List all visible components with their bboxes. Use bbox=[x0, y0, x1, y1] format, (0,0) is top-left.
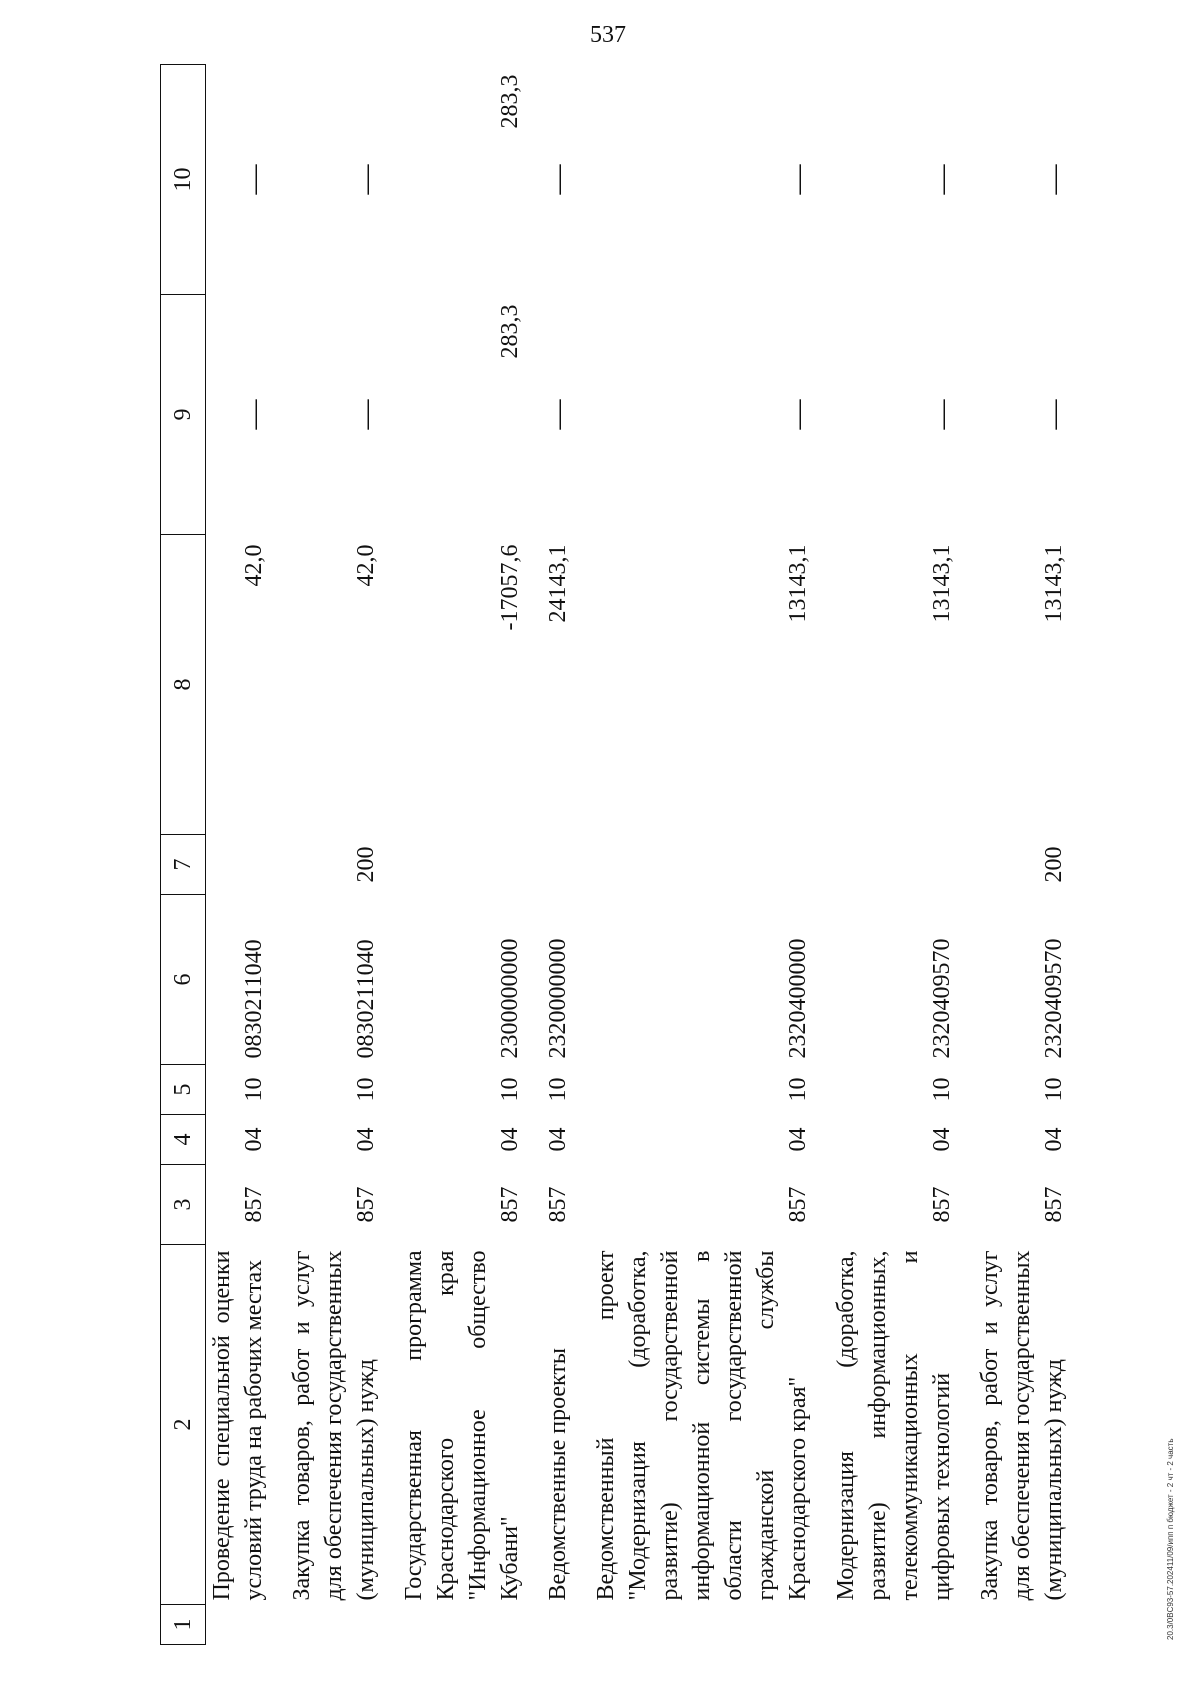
row-sum: 13143,1 bbox=[1041, 544, 1067, 623]
row-col10: — bbox=[781, 164, 814, 195]
row-pr: 10 bbox=[241, 1077, 267, 1102]
row-csr: 2320000000 bbox=[545, 938, 571, 1059]
row-csr: 2300000000 bbox=[497, 938, 523, 1059]
row-csr: 2320409570 bbox=[929, 938, 955, 1059]
row-sum: -17057,6 bbox=[497, 544, 523, 631]
row-name: Ведомственный проект "Модернизация (доработка, развитие) государственной информационной системы в области государственной гражданской службы Краснодарского края" bbox=[593, 1250, 811, 1601]
column-header-8: 8 bbox=[161, 535, 206, 835]
row-vr bbox=[396, 835, 540, 895]
row-csr: 0830211040 bbox=[241, 939, 267, 1059]
column-header-7: 7 bbox=[161, 835, 206, 895]
row-sum: 24143,1 bbox=[545, 544, 571, 623]
row-pr: 10 bbox=[353, 1077, 379, 1102]
spacer-cell bbox=[206, 1605, 285, 1645]
row-col9: — bbox=[1037, 399, 1070, 430]
row-vr bbox=[540, 835, 588, 895]
row-col9: — bbox=[925, 399, 958, 430]
row-col10: — bbox=[541, 164, 574, 195]
row-ved: 857 bbox=[497, 1186, 523, 1223]
column-header-1: 1 bbox=[161, 1605, 206, 1645]
row-rz: 04 bbox=[785, 1127, 811, 1152]
row-vr: 200 bbox=[353, 846, 379, 883]
row-col9: — bbox=[541, 399, 574, 430]
footer-document-code: 20.3/0BC93-57.202411/09/ипп п бюджет - 2 чт - 2 часть bbox=[1166, 1438, 1175, 1640]
row-col9: — bbox=[781, 399, 814, 430]
row-pr: 10 bbox=[545, 1077, 571, 1102]
row-name: Ведомственные проекты bbox=[545, 1348, 571, 1601]
row-ved: 857 bbox=[353, 1186, 379, 1223]
spacer-cell bbox=[972, 1605, 1084, 1645]
row-ved: 857 bbox=[1041, 1186, 1067, 1223]
row-pr: 10 bbox=[929, 1077, 955, 1102]
row-rz: 04 bbox=[929, 1127, 955, 1152]
row-name: Государственная программа Краснодарского края "Информационное общество Кубани" bbox=[401, 1250, 523, 1601]
row-sum: 42,0 bbox=[241, 544, 267, 587]
row-name: Закупка товаров, работ и услуг для обеспечения государственных (муниципальных) нужд bbox=[977, 1250, 1067, 1601]
row-col10: — bbox=[237, 164, 270, 195]
budget-table-rotated bbox=[160, 65, 1120, 1645]
spacer-cell bbox=[284, 1605, 396, 1645]
row-rz: 04 bbox=[241, 1127, 267, 1152]
spacer-cell bbox=[396, 1605, 540, 1645]
table-row bbox=[540, 65, 588, 1645]
table-row bbox=[828, 65, 972, 1645]
row-name: Проведение специальной оценки условий труда на рабочих местах bbox=[209, 1250, 267, 1601]
row-pr: 10 bbox=[785, 1077, 811, 1102]
table-row bbox=[284, 65, 396, 1645]
row-csr: 2320400000 bbox=[785, 938, 811, 1059]
budget-table bbox=[160, 64, 1084, 1645]
column-header-9: 9 bbox=[161, 295, 206, 535]
row-col9: — bbox=[237, 399, 270, 430]
row-rz: 04 bbox=[353, 1127, 379, 1152]
row-sum: 13143,1 bbox=[929, 544, 955, 623]
column-header-10: 10 bbox=[161, 65, 206, 295]
row-col10: — bbox=[349, 164, 382, 195]
column-header-4: 4 bbox=[161, 1115, 206, 1165]
table-row bbox=[588, 65, 828, 1645]
column-header-6: 6 bbox=[161, 895, 206, 1065]
spacer-cell bbox=[540, 1605, 588, 1645]
row-ved: 857 bbox=[545, 1186, 571, 1223]
spacer-cell bbox=[828, 1605, 972, 1645]
row-rz: 04 bbox=[1041, 1127, 1067, 1152]
row-vr bbox=[588, 835, 828, 895]
row-col10: — bbox=[1037, 164, 1070, 195]
row-col9: — bbox=[349, 399, 382, 430]
row-ved: 857 bbox=[785, 1186, 811, 1223]
row-csr: 0830211040 bbox=[353, 939, 379, 1059]
row-rz: 04 bbox=[545, 1127, 571, 1152]
row-pr: 10 bbox=[497, 1077, 523, 1102]
row-pr: 10 bbox=[1041, 1077, 1067, 1102]
row-col10: — bbox=[925, 164, 958, 195]
spacer-cell bbox=[588, 1605, 828, 1645]
table-header-row bbox=[161, 65, 206, 1645]
row-col9: 283,3 bbox=[497, 304, 523, 359]
row-name: Закупка товаров, работ и услуг для обеспечения государственных (муниципальных) нужд bbox=[289, 1250, 379, 1601]
row-vr bbox=[206, 835, 285, 895]
row-sum: 42,0 bbox=[353, 544, 379, 587]
row-rz: 04 bbox=[497, 1127, 523, 1152]
row-col10: 283,3 bbox=[497, 74, 523, 129]
row-ved: 857 bbox=[929, 1186, 955, 1223]
row-csr: 2320409570 bbox=[1041, 938, 1067, 1059]
column-header-2: 2 bbox=[161, 1245, 206, 1605]
page-number: 537 bbox=[590, 22, 626, 48]
column-header-3: 3 bbox=[161, 1165, 206, 1245]
column-header-5: 5 bbox=[161, 1065, 206, 1115]
row-vr: 200 bbox=[1041, 846, 1067, 883]
row-ved: 857 bbox=[241, 1186, 267, 1223]
table-row bbox=[396, 65, 540, 1645]
row-vr bbox=[828, 835, 972, 895]
row-sum: 13143,1 bbox=[785, 544, 811, 623]
table-row bbox=[206, 65, 285, 1645]
table-row bbox=[972, 65, 1084, 1645]
row-name: Модернизация (доработка, развитие) информационных, телекоммуникационных и цифровых технологий bbox=[833, 1250, 955, 1601]
